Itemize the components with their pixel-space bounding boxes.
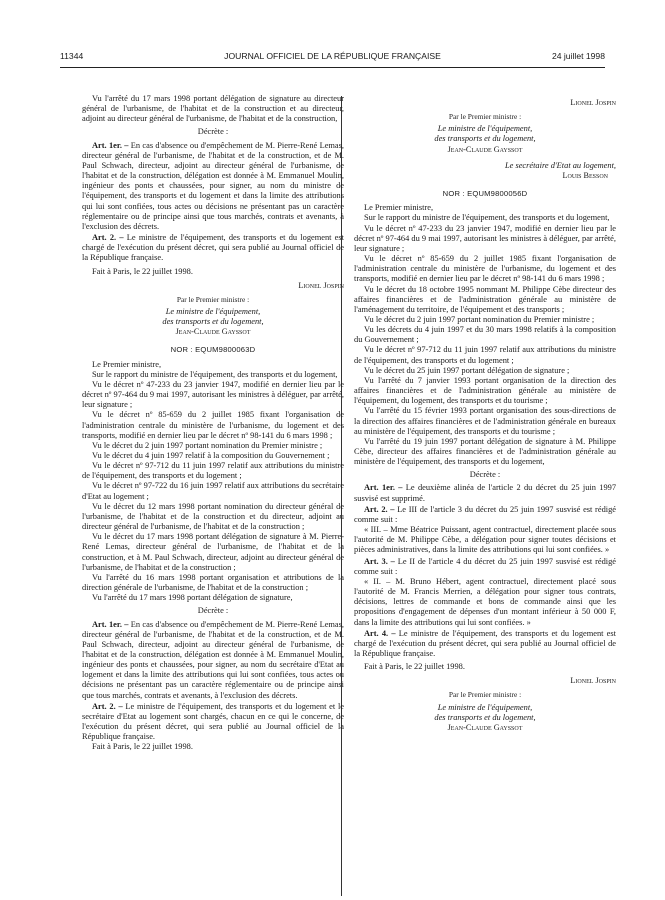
decrete-heading: Décrète :	[197, 127, 229, 137]
signature-block	[354, 98, 616, 181]
article-text: Le ministre de l'équipement, des transports et du logement est chargé de l'exécution du présent décret, qui sera publié au Journal officiel de la République française.	[354, 628, 616, 658]
visa-paragraph: Vu les décrets du 4 juin 1997 et du 30 mars 1998 relatifs à la composition du Gouvernement ;	[354, 325, 616, 345]
visa-paragraph: Vu le décret du 12 mars 1998 portant nomination du directeur général de l'urbanisme, de l'habitat et de la construction et du directeur, adjoint au directeur général de l'urbanisme, de l'habitat et de la construction ;	[82, 501, 344, 532]
page-number: 11344	[60, 51, 84, 61]
article-label: Art. 2. –	[92, 701, 123, 711]
article-label: Art. 1er. –	[92, 140, 129, 150]
signatory-name: Lionel Jospin	[570, 98, 616, 107]
issue-date: 24 juillet 1998	[551, 51, 605, 61]
visa-paragraph: Sur le rapport du ministre de l'équipement, des transports et du logement,	[92, 369, 338, 379]
decrete-heading: Décrète :	[197, 606, 229, 616]
right-column	[354, 94, 616, 735]
article-paragraph	[82, 702, 344, 743]
article-label: Art. 1er. –	[92, 619, 129, 629]
visa-paragraph: Vu le décret nº 97-712 du 11 juin 1997 relatif aux attributions du ministre de l'équipement, des transports et du logement ;	[82, 461, 344, 481]
article-paragraph	[82, 141, 344, 232]
minister-role: Le ministre de l'équipement,	[437, 124, 533, 134]
decrete-heading: Décrète :	[469, 470, 501, 480]
article-label: Art. 1er. –	[364, 483, 403, 493]
visa-paragraph: Vu le décret du 17 mars 1998 portant délégation de signature à M. Pierre-René Lemas, directeur général de l'urbanisme, de l'habitat et de la construction, et à M. Paul Schwach, directeur, adjoint au directeur général de l'urbanisme, de l'habitat et de la construction ;	[82, 532, 344, 572]
signature-block	[82, 281, 344, 338]
article-text: Le III de l'article 3 du décret du 25 juin 1997 susvisé est rédigé comme suit :	[354, 504, 616, 524]
minister-name: Jean-Claude Gayssot	[175, 327, 251, 337]
visa-paragraph: Vu l'arrêté du 15 février 1993 portant organisation des sous-directions de la direction des affaires financières et de l'administration générale en bureaux au ministère de l'équipement, des transports et du tourisme ;	[354, 406, 616, 436]
premier-ministre: Le Premier ministre,	[364, 203, 434, 213]
minister-name: Jean-Claude Gayssot	[447, 722, 523, 732]
article-text: En cas d'absence ou d'empêchement de M. Pierre-René Lemas, directeur général de l'urbanisme, de l'habitat et de la construction, et de M. Paul Schwach, directeur, adjoint au directeur général de l'urbanisme, de l'habitat et de la construction, délégation est donnée à M. Emmanuel Moulin, ingénieur des ponts et chaussées, pour signer, au nom du ministre de l'équipement, des transports et du logement et dans la limite des attributions qui lui sont confiées, tous actes ou décisions ne présentant pas un caractère réglementaire ou de principe ainsi que tous marchés, contrats et avenants, à l'exclusion des décrets.	[82, 140, 344, 231]
minister-role: des transports et du logement,	[434, 712, 536, 722]
left-column	[82, 94, 344, 753]
article-label: Art. 3. –	[364, 556, 395, 566]
nor-reference: NOR : EQUM9800063D	[170, 345, 256, 355]
article-paragraph	[82, 620, 344, 701]
page-header	[60, 51, 605, 65]
signatory-by: Par le Premier ministre :	[448, 112, 522, 122]
secretary-role: Le secrétaire d'Etat au logement,	[504, 160, 616, 170]
article-text: Le ministre de l'équipement, des transports et du logement et le secrétaire d'Etat au logement sont chargés, chacun en ce qui le concerne, de l'exécution du présent décret, qui sera publié au Journal officiel de la République française.	[82, 701, 344, 742]
visa-paragraph: Vu l'arrêté du 17 mars 1998 portant délégation de signature,	[92, 593, 293, 603]
visa-paragraph: Vu le décret nº 97-722 du 16 juin 1997 relatif aux attributions du secrétaire d'Etat au logement ;	[82, 481, 344, 501]
minister-role: Le ministre de l'équipement,	[165, 306, 261, 316]
signatory-name: Lionel Jospin	[298, 280, 344, 290]
visa-paragraph: Vu le décret du 2 juin 1997 portant nomination du Premier ministre ;	[92, 440, 323, 450]
article-text: Le deuxième alinéa de l'article 2 du décret du 25 juin 1997 susvisé est supprimé.	[354, 483, 617, 503]
article-text: Le ministre de l'équipement, des transports et du logement est chargé de l'exécution du présent décret, qui sera publié au Journal officiel de la République française.	[82, 233, 344, 263]
secretary-name: Louis Besson	[562, 170, 608, 180]
visa-list	[82, 370, 344, 604]
article-text: Le II de l'article 4 du décret du 25 juin 1997 susvisé est rédigé comme suit :	[354, 556, 617, 576]
minister-role: des transports et du logement,	[162, 317, 264, 327]
article-label: Art. 2. –	[92, 233, 124, 243]
visa-paragraph: Vu le décret du 25 juin 1997 portant délégation de signature ;	[364, 365, 570, 375]
fait-a-paris: Fait à Paris, le 22 juillet 1998.	[92, 266, 193, 276]
article-paragraph	[82, 233, 344, 263]
article-paragraph	[354, 483, 616, 503]
minister-role: des transports et du logement,	[434, 134, 536, 144]
article-label: Art. 4. –	[364, 628, 396, 638]
header-rule	[60, 67, 605, 68]
signature-block	[354, 676, 616, 733]
minister-name: Jean-Claude Gayssot	[447, 144, 523, 154]
article-text: En cas d'absence ou d'empêchement de M. Pierre-René Lemas, directeur général de l'urbanisme, de l'habitat et de la construction, et de M. Paul Schwach, directeur, adjoint au directeur général de l'urbanisme, de l'habitat et de la construction, délégation est donnée à M. Emmanuel Moulin, ingénieur des ponts et chaussées, pour signer, au nom du secrétaire d'Etat au logement et dans la limite des attributions qui lui sont confiées, tous actes ou décisions ne présentant pas un caractère réglementaire ou de principe ainsi que tous marchés, contrats et avenants, à l'exclusion des décrets.	[82, 619, 344, 700]
quoted-paragraph: « II. – M. Bruno Hébert, agent contractuel, directement placé sous l'autorité de M. Francis Merrien, a délégation pour signer tous contrats, décisions, lettres de commande et bons de commande ainsi que les propositions d'engagement de dépenses d'un montant inférieur à 50 000 F, dans la limite des attributions qui lui sont confiées. »	[354, 576, 616, 627]
visa-paragraph: Vu l'arrêté du 19 juin 1997 portant délégation de signature à M. Philippe Cèbe, directeur des affaires financières et de l'administration générale au ministère de l'équipement, des transports et du logement,	[354, 436, 616, 467]
visa-paragraph: Vu le décret nº 85-659 du 2 juillet 1985 fixant l'organisation de l'administration centrale du ministère de l'urbanisme, du logement et des transports, modifié en dernier lieu par le décret nº 98-141 du 6 mars 1998 ;	[82, 410, 344, 440]
nor-reference: NOR : EQUM9800056D	[442, 189, 528, 199]
quoted-paragraph: « III. – Mme Béatrice Puissant, agent contractuel, directement placée sous l'autorité de M. Philippe Cèbe, a délégation pour signer toutes décisions et pièces administratives, dans la limite des attributions qui lui sont confiées. »	[354, 525, 616, 555]
minister-role: Le ministre de l'équipement,	[437, 702, 533, 712]
visa-paragraph: Vu le décret du 18 octobre 1995 nommant M. Philippe Cèbe directeur des affaires financières et de l'administration générale au ministère de l'aménagement du territoire, de l'équipement et des transports ;	[354, 284, 616, 314]
signatory-by: Par le Premier ministre :	[448, 690, 522, 700]
article-paragraph	[354, 629, 616, 659]
visa-paragraph: Sur le rapport du ministre de l'équipement, des transports et du logement,	[364, 213, 610, 223]
visa-paragraph: Vu le décret du 2 juin 1997 portant nomination du Premier ministre ;	[364, 314, 595, 324]
signatory-name: Lionel Jospin	[570, 676, 616, 686]
fait-a-paris: Fait à Paris, le 22 juillet 1998.	[364, 662, 465, 672]
visa-paragraph: Vu le décret nº 47-233 du 23 janvier 1947, modifié en dernier lieu par le décret nº 97-464 du 9 mai 1997, autorisant les ministres à déléguer, par arrêté, leur signature ;	[354, 223, 616, 253]
visa-paragraph: Vu l'arrêté du 17 mars 1998 portant délégation de signature au directeur général de l'urbanisme, de l'habitat et de la construction et au directeur, adjoint au directeur général de l'urbanisme, de l'habitat et de la construction,	[82, 94, 344, 124]
visa-paragraph: Vu le décret du 4 juin 1997 relatif à la composition du Gouvernement ;	[92, 451, 330, 460]
article-paragraph	[354, 557, 616, 577]
visa-paragraph: Vu l'arrêté du 16 mars 1998 portant organisation et attributions de la direction générale de l'urbanisme, de l'habitat et de la construction ;	[82, 572, 344, 593]
fait-a-paris: Fait à Paris, le 22 juillet 1998.	[92, 742, 193, 752]
article-paragraph	[354, 505, 616, 525]
visa-list	[354, 213, 616, 467]
visa-paragraph: Vu le décret nº 97-712 du 11 juin 1997 relatif aux attributions du ministre de l'équipement, des transports et du logement ;	[354, 345, 616, 365]
article-label: Art. 2. –	[364, 504, 395, 514]
signatory-by: Par le Premier ministre :	[176, 294, 250, 304]
visa-paragraph: Vu l'arrêté du 7 janvier 1993 portant organisation de la direction des affaires financières et de l'administration générale au ministère de l'équipement, du logement, des transports et du tourisme ;	[354, 375, 616, 406]
journal-title: JOURNAL OFFICIEL DE LA RÉPUBLIQUE FRANÇAISE	[224, 51, 441, 61]
visa-paragraph: Vu le décret nº 47-233 du 23 janvier 1947, modifié en dernier lieu par le décret nº 97-464 du 9 mai 1997, autorisant les ministres à déléguer, par arrêté, leur signature ;	[82, 379, 344, 410]
visa-paragraph: Vu le décret nº 85-659 du 2 juillet 1985 fixant l'organisation de l'administration centrale du ministère de l'urbanisme, du logement et des transports, modifié en dernier lieu par le décret nº 98-141 du 6 mars 1998 ;	[354, 254, 616, 284]
premier-ministre: Le Premier ministre,	[92, 359, 162, 369]
